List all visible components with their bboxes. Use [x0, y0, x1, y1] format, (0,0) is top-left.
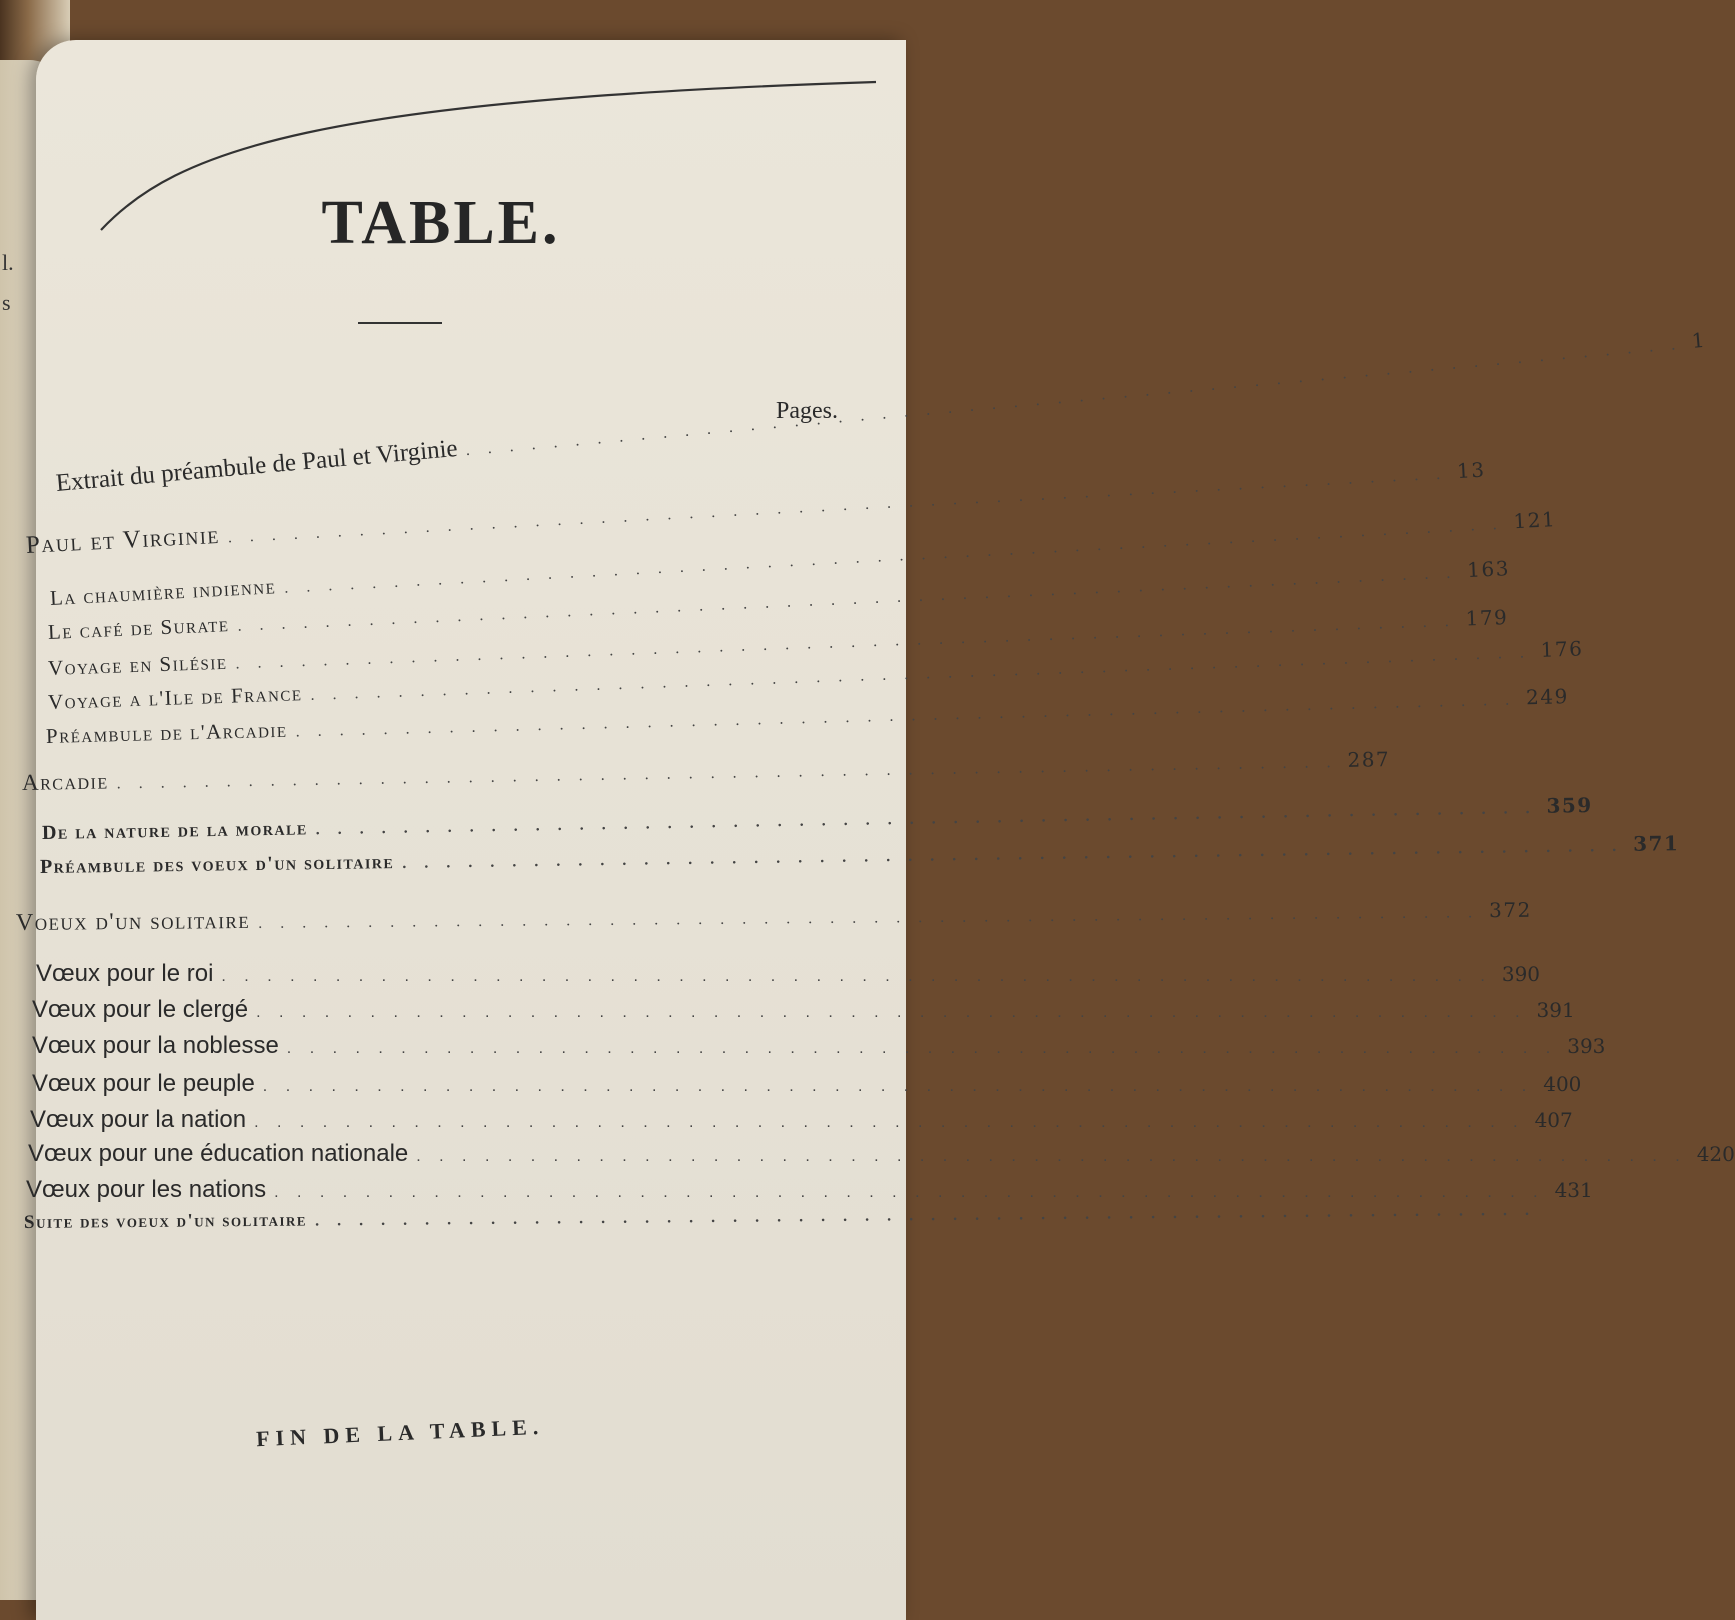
pages-column-header: Pages.	[776, 398, 838, 424]
toc-entry-page: 400	[1543, 1072, 1582, 1096]
toc-entry-label: Suite des voeux d'un solitaire	[23, 1209, 308, 1233]
toc-entry	[15, 897, 1532, 937]
page-title: TABLE.	[321, 189, 561, 257]
leader-dots	[416, 1148, 1686, 1166]
leader-dots	[117, 754, 1338, 793]
toc-entry-label: Vœux pour le clergé	[32, 996, 249, 1023]
toc-entry	[24, 1207, 584, 1234]
toc-entry-label: Vœux pour le peuple	[32, 1070, 255, 1097]
leader-dots	[287, 1040, 1557, 1058]
toc-entry-page: 372	[1489, 897, 1532, 923]
toc-entry-label: La chaumière indienne	[49, 574, 277, 610]
leader-dots	[263, 1078, 1533, 1096]
toc-entry-label: Extrait du préambule de Paul et Virginie	[54, 434, 459, 497]
previous-page-fragment: s	[2, 290, 11, 315]
toc-entry	[32, 1032, 1606, 1060]
toc-entry-label: Voeux d'un solitaire	[15, 907, 251, 936]
toc-entry	[32, 996, 1575, 1024]
toc-entry-page: 121	[1512, 507, 1557, 534]
toc-entry-label: Préambule des voeux d'un solitaire	[39, 851, 395, 878]
leader-dots	[258, 904, 1479, 933]
toc-entry-page: 249	[1525, 684, 1570, 710]
toc-entry	[26, 1176, 1593, 1204]
leader-dots	[221, 968, 1491, 986]
toc-entry-page: 393	[1567, 1034, 1606, 1058]
toc-entry	[41, 792, 1593, 845]
leader-dots	[274, 1184, 1544, 1202]
toc-entry	[28, 1140, 1735, 1168]
toc-entry-label: Vœux pour les nations	[26, 1176, 267, 1203]
leader-dots	[402, 838, 1623, 873]
toc-entry-page: 359	[1546, 792, 1593, 818]
toc-entry-page: 371	[1632, 831, 1680, 856]
toc-entry-label: Voyage en Silésie	[47, 649, 228, 680]
toc-entry-page: 420	[1696, 1142, 1735, 1166]
toc-entry-label: Paul et Virginie	[25, 521, 221, 559]
toc-entry-label: Voyage a l'Ile de France	[47, 681, 303, 714]
toc-entry	[21, 747, 1391, 796]
toc-entry-label: Arcadie	[21, 768, 109, 795]
toc-entry	[32, 1070, 1582, 1098]
toc-entry	[39, 831, 1680, 879]
book-page	[15, 40, 1735, 1620]
toc-entry-label: Vœux pour le roi	[36, 960, 214, 987]
toc-entry-label: Vœux pour la noblesse	[32, 1032, 279, 1059]
toc-entry	[30, 1106, 1573, 1134]
leader-dots	[465, 336, 1683, 460]
toc-entry-page: 390	[1501, 962, 1541, 986]
toc-entry-page: 1	[1690, 327, 1706, 353]
leader-dots	[254, 1114, 1524, 1132]
toc-entry-label: Le café de Surate	[47, 612, 230, 644]
toc-entry-page: 179	[1465, 605, 1509, 631]
toc-entry	[36, 960, 1541, 988]
toc-entry-label: Vœux pour une éducation nationale	[28, 1140, 409, 1167]
leader-dots	[315, 1202, 1536, 1231]
leader-dots	[316, 800, 1537, 839]
toc-entry-page: 391	[1536, 998, 1575, 1022]
toc-entry-page: 431	[1554, 1178, 1593, 1202]
toc-entry-page: 13	[1456, 457, 1487, 483]
toc-entry-label: Vœux pour la nation	[30, 1106, 247, 1133]
toc-entry-page: 176	[1540, 636, 1584, 662]
toc-entry-page: 407	[1534, 1108, 1573, 1132]
toc-entry-label: De la nature de la morale	[41, 817, 308, 844]
table-of-contents	[15, 40, 1735, 1340]
toc-entry-page: 163	[1466, 556, 1511, 583]
toc-entry-page: 287	[1347, 747, 1391, 772]
leader-dots	[256, 1004, 1526, 1022]
end-of-table-note: FIN DE LA TABLE.	[255, 1413, 545, 1452]
toc-entry-label: Préambule de l'Arcadie	[45, 717, 288, 748]
previous-page-fragment: l.	[2, 250, 14, 275]
